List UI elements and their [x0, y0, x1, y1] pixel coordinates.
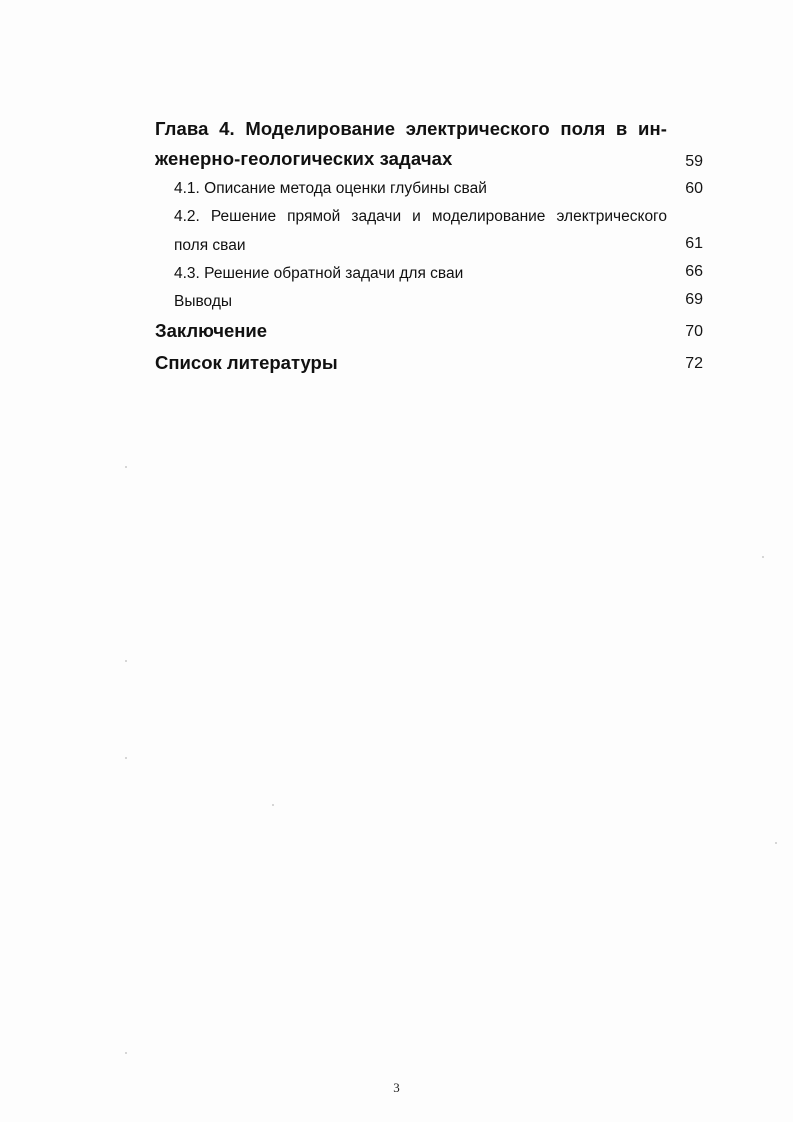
toc-conclusions-chapter-4[interactable] [155, 288, 703, 315]
section-4-2-page-number: 61 [685, 235, 703, 252]
references-title: Список литературы [155, 352, 338, 373]
scan-speck [272, 804, 274, 806]
conclusions-title: Выводы [174, 293, 233, 310]
toc-conclusion[interactable] [155, 315, 703, 347]
references-page-number: 72 [685, 355, 703, 372]
section-4-3-title: 4.3. Решение обратной задачи для сваи [174, 265, 464, 282]
toc-section-4-2[interactable] [155, 203, 703, 259]
conclusions-page-number: 69 [685, 291, 703, 308]
section-4-3-page-number: 66 [685, 263, 703, 280]
toc-section-4-1[interactable] [155, 175, 703, 202]
toc-references[interactable] [155, 347, 703, 379]
section-4-1-page-number: 60 [685, 180, 703, 197]
section-4-2-title-line-2: поля сваи [174, 237, 246, 254]
scan-speck [125, 1052, 127, 1054]
scan-speck [775, 842, 777, 844]
scan-speck [762, 556, 764, 558]
chapter-4-title-line-2: женерно-геологических задачах [155, 148, 453, 169]
scan-speck [125, 660, 127, 662]
conclusion-page-number: 70 [685, 323, 703, 340]
scan-speck [125, 466, 127, 468]
section-4-1-title: 4.1. Описание метода оценки глубины свай [174, 180, 487, 197]
section-4-2-title-line-1: 4.2. Решение прямой задачи и моделирование электрического [174, 208, 667, 225]
table-of-contents [155, 114, 703, 379]
chapter-4-page-number: 59 [685, 153, 703, 170]
page-number: 3 [393, 1080, 400, 1095]
conclusion-title: Заключение [155, 320, 268, 341]
toc-chapter-4[interactable] [155, 114, 703, 174]
scan-speck [125, 757, 127, 759]
toc-section-4-3[interactable] [155, 260, 703, 287]
chapter-4-title-line-1: Глава 4. Моделирование электрического поля в ин- [155, 118, 667, 139]
